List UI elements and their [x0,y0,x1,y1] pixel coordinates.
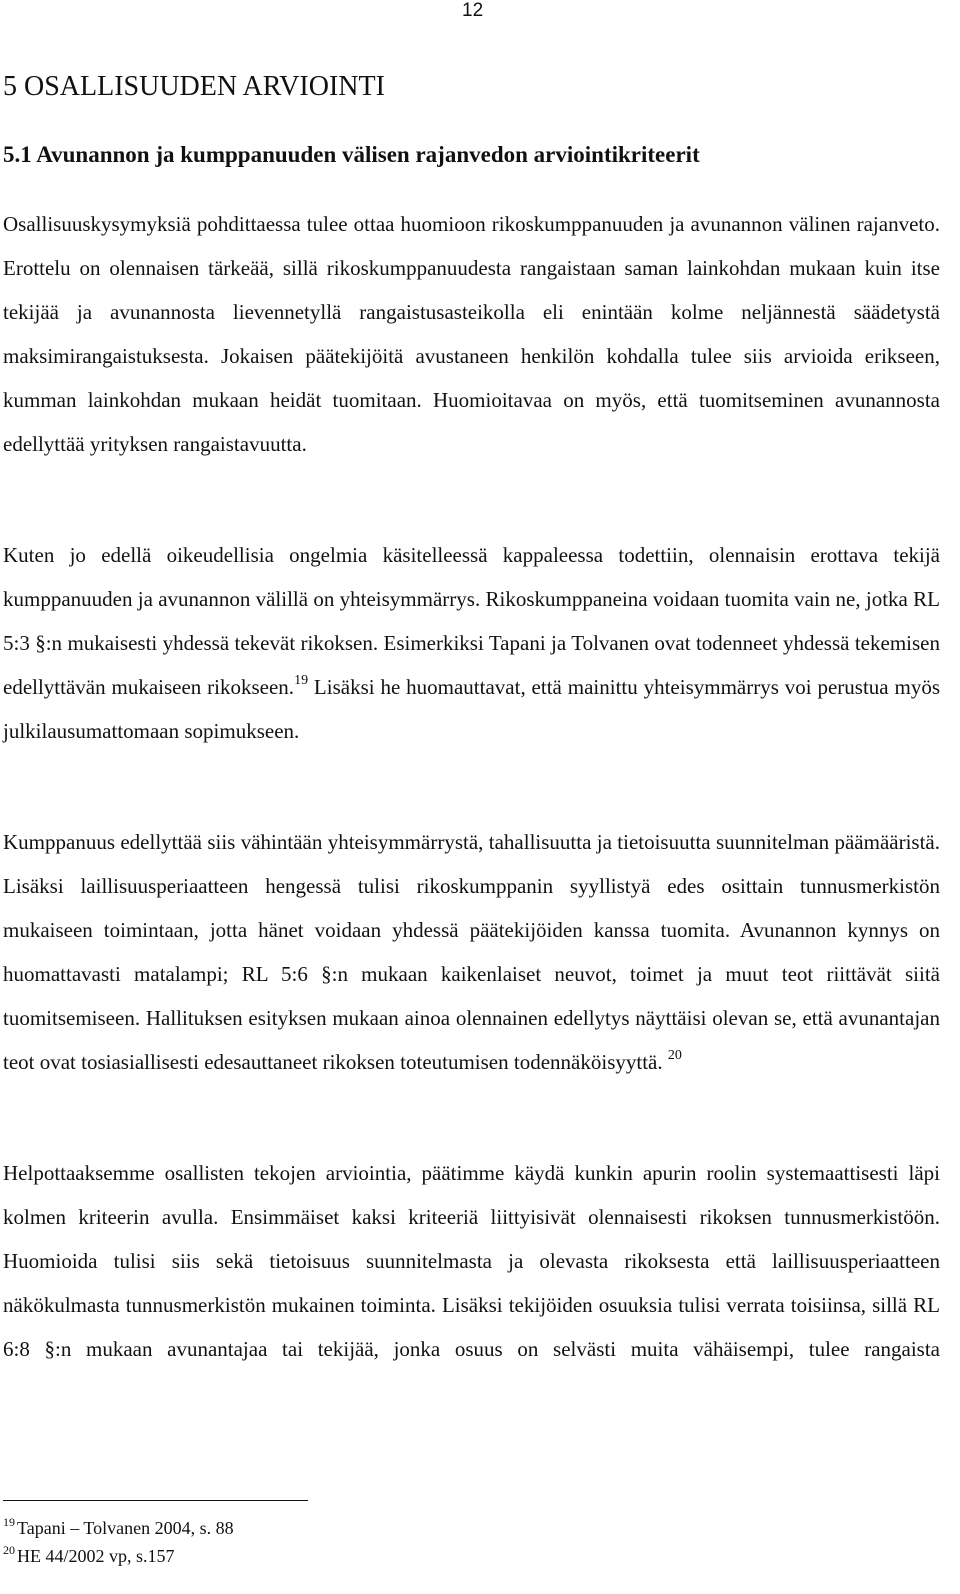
section-title: 5.1 Avunannon ja kumppanuuden välisen rajanvedon arviointikriteerit [3,142,700,167]
paragraph-text [3,533,940,753]
footnote-20 [3,1542,234,1570]
footnote-ref-19: 19 [294,673,309,688]
paragraph-3 [3,820,940,1084]
paragraph-text: Osallisuuskysymyksiä pohdittaessa tulee ottaa huomioon rikoskumppanuuden ja avunannon välinen rajanveto. Erottelu on olennaisen tärkeää, sillä rikoskumppanuudesta rangaistaan saman lainkohdan mukaan kuin itse tekijää ja avunannosta lievennetyllä rangaistusasteikolla eli enintään kolme neljännestä säädetystä maksimirangaistuksesta. Jokaisen päätekijöitä avustaneen henkilön kohdalla tulee siis arvioida erikseen, kumman lainkohdan mukaan heidät tuomitaan. Huomioitavaa on myös, että tuomitseminen avunannosta edellyttää yrityksen rangaistavuutta. [3,212,940,456]
paragraph-text [3,820,940,1084]
page-number: 12 [462,0,484,21]
footnote-text: Tapani – Tolvanen 2004, s. 88 [17,1518,234,1538]
paragraph-text-part: Lisäksi he huomauttavat, että mainittu yhteisymmärrys voi perustua myös julkilausumattomaan sopimukseen. [3,675,940,743]
footnote-separator [3,1500,308,1501]
footnotes [3,1514,234,1570]
paragraph-text: Helpottaaksemme osallisten tekojen arviointia, päätimme käydä kunkin apurin roolin systemaattisesti läpi kolmen kriteerin avulla. Ensimmäiset kaksi kriteeriä liittyisivät olennaisesti rikoksen tunnusmerkistöön. Huomioida tulisi siis sekä tietoisuus suunnitelmasta ja olevasta rikoksesta että laillisuusperiaatteen näkökulmasta tunnusmerkistön mukainen toiminta. Lisäksi tekijöiden osuuksia tulisi verrata toisiinsa, sillä RL 6:8 §:n mukaan avunantajaa tai tekijää, jonka osuus on selvästi muita vähäisempi, tulee rangaista [3,1161,940,1361]
paragraph-2 [3,533,940,753]
footnote-ref-20: 20 [667,1048,682,1063]
paragraph-1 [3,202,940,466]
footnote-19 [3,1514,234,1542]
footnote-number: 20 [3,1543,15,1557]
footnote-number: 19 [3,1515,15,1529]
paragraph-text-part: Kumppanuus edellyttää siis vähintään yhteisymmärrystä, tahallisuutta ja tietoisuutta suunnitelman päämääristä. Lisäksi laillisuusperiaatteen hengessä tulisi rikoskumppanin syyllistyä edes osittain tunnusmerkistön mukaiseen toimintaan, jotta hänet voidaan yhdessä päätekijöiden kanssa tuomita. Avunannon kynnys on huomattavasti matalampi; RL 5:6 §:n mukaan kaikenlaiset neuvot, toimet ja muut teot riittävät siitä tuomitsemiseen. Hallituksen esityksen mukaan ainoa olennainen edellytys näyttäisi olevan se, että avunantajan teot ovat tosiasiallisesti edesauttaneet rikoksen toteutumisen todennäköisyyttä. [3,830,940,1074]
paragraph-4 [3,1151,940,1371]
footnote-text: HE 44/2002 vp, s.157 [17,1546,175,1566]
paragraph-text-part: Kuten jo edellä oikeudellisia ongelmia käsitelleessä kappaleessa todettiin, olennaisin erottava tekijä kumppanuuden ja avunannon välillä on yhteisymmärrys. Rikoskumppaneina voidaan tuomita vain ne, jotka RL 5:3 §:n mukaisesti yhdessä tekevät rikoksen. Esimerkiksi Tapani ja Tolvanen ovat todenneet yhdessä tekemisen edellyttävän mukaiseen rikokseen. [3,543,940,699]
chapter-title: 5 OSALLISUUDEN ARVIOINTI [3,71,385,102]
